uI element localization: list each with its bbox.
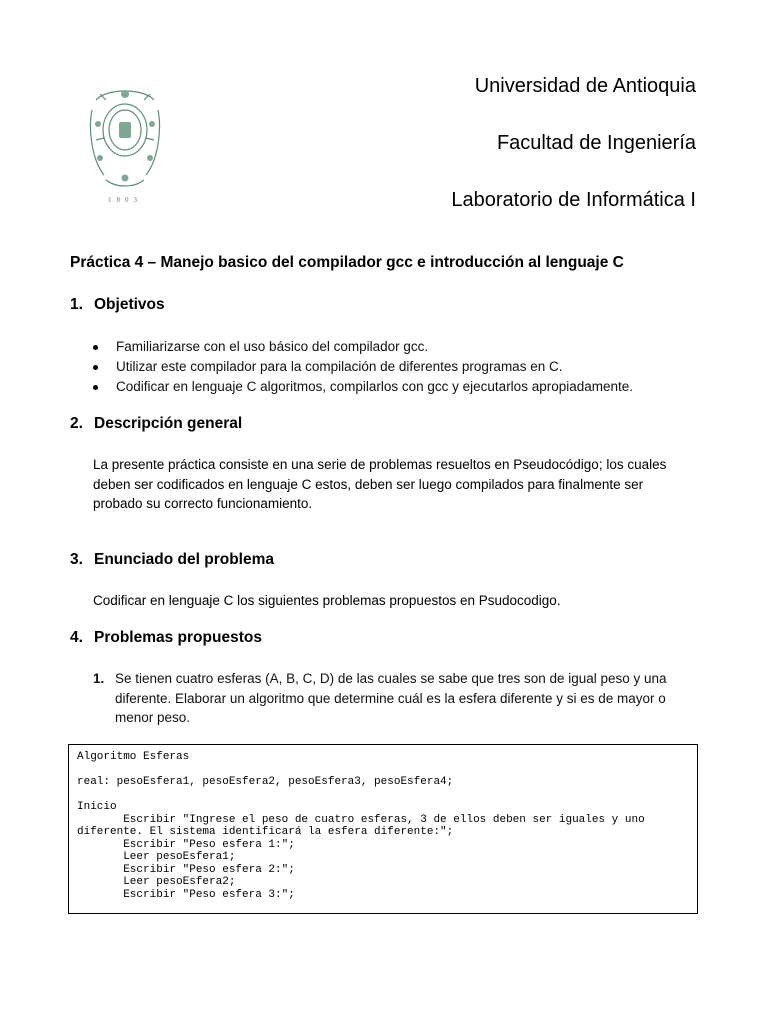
code-line: Inicio — [77, 801, 117, 813]
code-line: diferente. El sistema identificará la esfera diferente:"; — [77, 826, 454, 838]
code-line: real: pesoEsfera1, pesoEsfera2, pesoEsfera3, pesoEsfera4; — [77, 776, 454, 788]
section-heading-description — [70, 415, 242, 433]
university-seal-logo — [86, 80, 176, 212]
list-item-text: Utilizar este compilador para la compilación de diferentes programas en C. — [116, 359, 563, 374]
code-blank-line — [77, 789, 689, 802]
document-header — [451, 74, 696, 245]
code-line: Leer pesoEsfera2; — [77, 876, 236, 888]
section-number: 3. — [70, 551, 83, 568]
bullet-icon — [93, 345, 98, 350]
problem-number: 1. — [93, 671, 105, 686]
faculty-name: Facultad de Ingeniería — [496, 132, 696, 154]
university-name: Universidad de Antioquia — [474, 75, 696, 97]
bullet-icon — [93, 365, 98, 370]
section-heading-statement — [70, 551, 274, 569]
code-blank-line — [77, 764, 689, 777]
code-line: Escribir "Peso esfera 2:"; — [77, 863, 295, 876]
section-number: 1. — [70, 296, 83, 313]
list-item — [92, 337, 633, 357]
seal-icon — [86, 80, 164, 192]
code-line: Algoritmo Esferas — [77, 751, 190, 763]
practice-title: Práctica 4 – Manejo basico del compilador gcc e introducción al lenguaje C — [70, 254, 624, 271]
section-number: 2. — [70, 415, 83, 432]
list-item — [92, 357, 633, 377]
section-title: Descripción general — [94, 415, 243, 432]
section-title: Enunciado del problema — [94, 551, 274, 568]
seal-year: 1803 — [108, 196, 142, 204]
objectives-list — [92, 337, 633, 397]
section-heading-objectives — [70, 296, 165, 314]
code-line: Escribir "Peso esfera 3:"; — [77, 888, 295, 901]
list-item-text: Familiarizarse con el uso básico del compilador gcc. — [116, 339, 429, 354]
bullet-icon — [93, 385, 98, 390]
list-item — [92, 377, 633, 397]
section-title: Objetivos — [94, 296, 165, 313]
description-paragraph: La presente práctica consiste en una serie de problemas resueltos en Pseudocódigo; los cuales deben ser codificados en lenguaje C estos, deben ser luego compilados para finalmente ser probado su correcto funcionamiento. — [93, 457, 667, 511]
list-item-text: Codificar en lenguaje C algoritmos, compilarlos con gcc y ejecutarlos apropiadamente. — [116, 379, 634, 394]
code-line: Leer pesoEsfera1; — [77, 851, 236, 863]
pseudocode-box — [68, 744, 698, 914]
section-title: Problemas propuestos — [94, 629, 262, 646]
code-line: Escribir "Ingrese el peso de cuatro esferas, 3 de ellos deben ser iguales y uno — [77, 813, 645, 826]
section-number: 4. — [70, 629, 83, 646]
code-line: Escribir "Peso esfera 1:"; — [77, 838, 295, 851]
problem-item — [93, 669, 693, 728]
section-heading-problems — [70, 629, 262, 647]
lab-name: Laboratorio de Informática I — [451, 189, 696, 211]
problem-text: Se tienen cuatro esferas (A, B, C, D) de las cuales se sabe que tres son de igual peso y una diferente. Elaborar un algoritmo que determine cuál es la esfera diferente y si es de mayor o menor peso. — [115, 671, 667, 725]
statement-paragraph: Codificar en lenguaje C los siguientes problemas propuestos en Psudocodigo. — [93, 593, 561, 608]
